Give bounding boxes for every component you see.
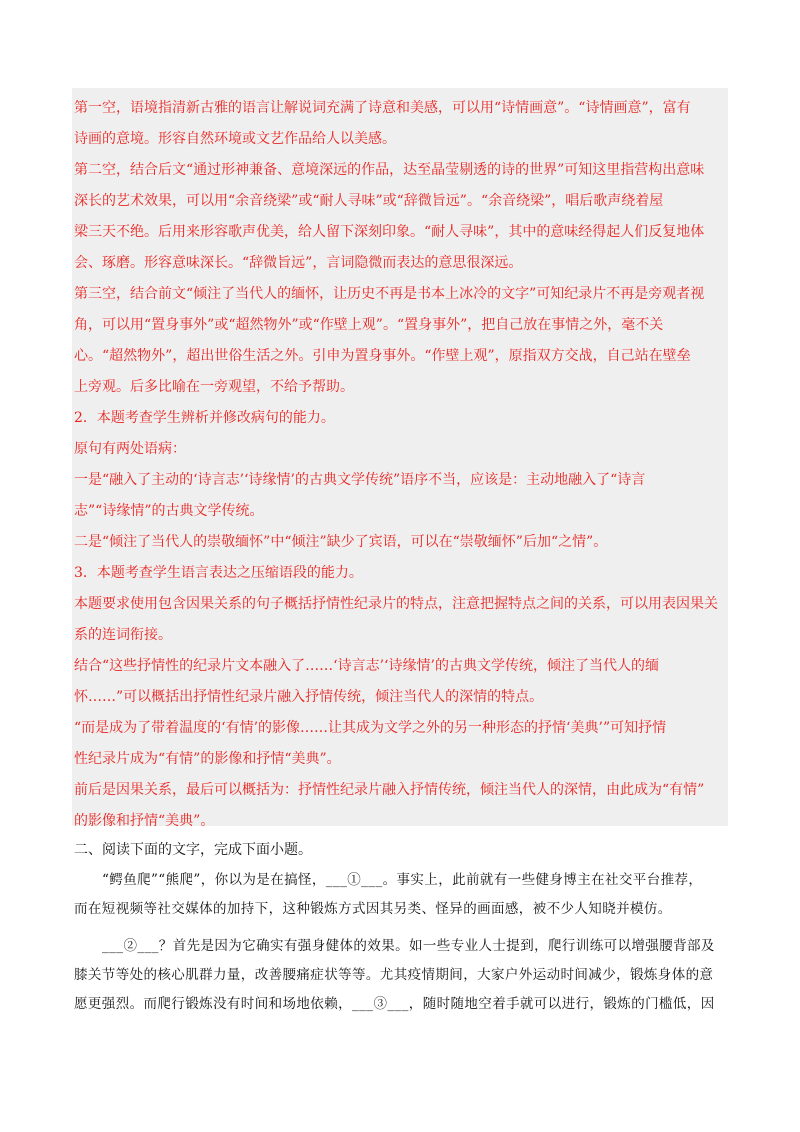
passage-line: 愿更强烈。而爬行锻炼没有时间和场地依赖，___③___，随时随地空着手就可以进行，锻炼的门槛低，因: [74, 996, 715, 1012]
answer-line: 第二空，结合后文“通过形神兼备、意境深远的作品，达至晶莹剔透的诗的世界”可知这里指营构出意味: [74, 162, 705, 178]
passage-line: 膝关节等处的核心肌群力量，改善腰痛症状等等。尤其疫情期间，大家户外运动时间减少，锻炼身体的意: [74, 967, 714, 983]
answer-line: 怀……”可以概括出抒情性纪录片融入抒情传统，倾注当代人的深情的特点。: [74, 689, 544, 705]
answer-line: 心。“超然物外”，超出世俗生活之外。引申为置身事外。“作壁上观”，原指双方交战，自己站在壁垒: [74, 348, 691, 364]
answer-line: 系的连词衔接。: [74, 627, 172, 643]
answer-line: 第三空，结合前文“倾注了当代人的缅怀，让历史不再是书本上冰冷的文字”可知纪录片不再是旁观者视: [74, 286, 705, 302]
answer-line: 梁三天不绝。后用来形容歌声优美，给人留下深刻印象。“耐人寻味”，其中的意味经得起人们反复地体: [74, 224, 705, 240]
answer-line: 原句有两处语病：: [74, 441, 186, 457]
answer-line: 上旁观。后多比喻在一旁观望，不给予帮助。: [74, 379, 354, 395]
answer-line: 深长的艺术效果，可以用“余音绕梁”或“耐人寻味”或“辞微旨远”。“余音绕梁”，唱后歌声绕着屋: [74, 193, 664, 209]
passage-line: ___②___？首先是因为它确实有强身健体的效果。如一些专业人士提到，爬行训练可以增强腰背部及: [102, 938, 715, 954]
section-title: 二、阅读下面的文字，完成下面小题。: [74, 842, 312, 858]
answer-line: 结合“这些抒情性的纪录片文本融入了……‘诗言志’‘诗缘情’的古典文学传统，倾注了当代人的缅: [74, 658, 659, 674]
answer-line: 本题要求使用包含因果关系的句子概括抒情性纪录片的特点，注意把握特点之间的关系，可以用表因果关: [74, 596, 718, 612]
answer-line: 会、琢磨。形容意味深长。“辞微旨远”，言词隐微而表达的意思很深远。: [74, 255, 523, 271]
answer-line: 志”“诗缘情”的古典文学传统。: [74, 503, 264, 519]
answer-line: 一是“融入了主动的‘诗言志’‘诗缘情’的古典文学传统”语序不当，应该是：主动地融入了“诗言: [74, 472, 646, 488]
answer-line: 二是“倾注了当代人的崇敬缅怀”中“倾注”缺少了宾语，可以在“崇敬缅怀”后加“之情”。: [74, 534, 608, 550]
passage-line: 而在短视频等社交媒体的加持下，这种锻炼方式因其另类、怪异的画面感，被不少人知晓并模仿。: [74, 901, 672, 917]
answer-line: “而是成为了带着温度的‘有情’的影像……让其成为文学之外的另一种形态的抒情‘美典’”可知抒情: [74, 720, 667, 736]
answer-line: 诗画的意境。形容自然环境或文艺作品给人以美感。: [74, 131, 396, 147]
answer-heading-3: 3．本题考查学生语言表达之压缩语段的能力。: [74, 565, 363, 581]
answer-heading-2: 2．本题考查学生辨析并修改病句的能力。: [74, 410, 335, 426]
passage-line: “鳄鱼爬”“熊爬”，你以为是在搞怪，___①___。事实上，此前就有一些健身博主在社交平台推荐，: [102, 872, 703, 888]
answer-line: 的影像和抒情“美典”。: [74, 813, 215, 829]
answer-line: 前后是因果关系，最后可以概括为：抒情性纪录片融入抒情传统，倾注当代人的深情，由此成为“有情”: [74, 782, 705, 798]
answer-line: 性纪录片成为“有情”的影像和抒情“美典”。: [74, 751, 341, 767]
answer-line: 角，可以用“置身事外”或“超然物外”或“作壁上观”。“置身事外”，把自己放在事情之外，毫不关: [74, 317, 664, 333]
answer-line: 第一空，语境指清新古雅的语言让解说词充满了诗意和美感，可以用“诗情画意”。“诗情画意”，富有: [74, 100, 691, 116]
